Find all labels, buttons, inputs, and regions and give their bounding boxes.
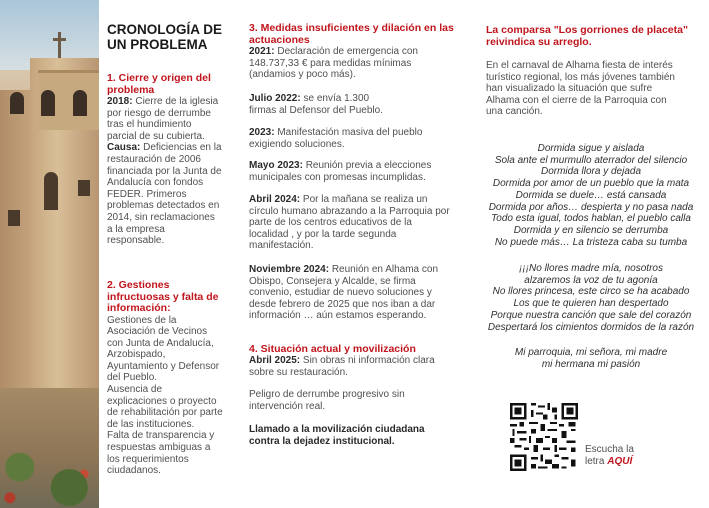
section-2-text-2: Ausencia de explicaciones o proyecto de rehabilitación por parte de las instituciones. (107, 384, 223, 430)
comparsa-intro: En el carnaval de Alhama fiesta de interés turístico regional, los más jóvenes también han visualizado la situación que sufre Alhama con el cierre de la Parroquia con una canción. (486, 60, 675, 118)
label-2018: 2018: (107, 96, 133, 107)
timeline-item: Noviembre 2024: Reunión en Alhama con Obispo, Consejera y Alcalde, se firma convenio, estudiar de nuevo soluciones y desde febrero de 2025 que nos iban a dar información … aún estamos esperando. (249, 264, 439, 322)
section-3-heading: 3. Medidas insuficientes y dilación en las actuaciones (249, 22, 454, 46)
song-stanza-3: Mi parroquia, mi señora, mi madre mi hermana mi pasión (514, 347, 668, 370)
page-title: CRONOLOGÍA DE UN PROBLEMA (107, 22, 223, 52)
section-4-heading: 4. Situación actual y movilización (249, 343, 416, 355)
qr-caption: Escucha la letra AQUÍ (585, 444, 634, 467)
section-4-status: Abril 2025: Sin obras ni información clara sobre su restauración. (249, 355, 435, 378)
song-stanza-1: Dormida sigue y aislada Sola ante el murmullo aterrador del silencio Dormida llora y dejada Dormida por amor de un pueblo que la mata Dormida se duele… está cansada Dormida por años… despierta y no pasa nada Todo esta igual, todos hablan, el pueblo calla Dormida y en silencio se derrumba No puede más… La tristeza caba su tumba (488, 143, 694, 248)
section-1-cause: Causa: Deficiencias en la restauración de 2006 financiada por la Junta de Andalucía con fondos FEDER. Primeros problemas detectados en 2014, sin reclamaciones a la empresa responsable. (107, 142, 222, 247)
qr-code-icon[interactable] (510, 403, 578, 471)
section-2-text-1: Gestiones de la Asociación de Vecinos con Junta de Andalucía, Arzobispado, Ayuntamiento y Defensor del Pueblo. (107, 314, 220, 384)
label-causa: Causa: (107, 142, 141, 154)
timeline-item: Mayo 2023: Reunión previa a elecciones municipales con promesas incumplidas. (249, 160, 432, 183)
section-4-risk: Peligro de derrumbe progresivo sin intervención real. (249, 389, 405, 412)
section-4-call: Llamado a la movilización ciudadana contra la dejadez institucional. (249, 424, 425, 447)
church-photo (0, 0, 99, 508)
comparsa-heading: La comparsa "Los gorriones de placeta" reivindica su arreglo. (486, 24, 688, 48)
section-1-heading: 1. Cierre y origen del problema (107, 72, 211, 96)
section-2-heading: 2. Gestiones infructuosas y falta de información: (107, 279, 219, 314)
timeline-item: 2023: Manifestación masiva del pueblo exigiendo soluciones. (249, 127, 423, 150)
listen-here-link[interactable]: AQUÍ (607, 455, 633, 467)
section-1-text: 2018: Cierre de la iglesia por riesgo de derrumbe tras el hundimiento parcial de su cubierta. (107, 96, 219, 142)
song-stanza-2: ¡¡¡No llores madre mía, nosotros alzaremos la voz de tu agonía No llores princesa, este circo se ha acabado Los que te quieren han despertado Porque nuestra canción que sale del corazón Despertará los cimientos dormidos de la razón (487, 263, 695, 333)
timeline-item: Julio 2022: se envía 1.300 firmas al Defensor del Pueblo. (249, 93, 383, 116)
timeline-item: Abril 2024: Por la mañana se realiza un círculo humano abrazando a la Parroquia por parte de los centros educativos de la localidad , y por la tarde segunda manifestación. (249, 194, 450, 252)
timeline-item: 2021: Declaración de emergencia con 148.737,33 € para medidas mínimas (andamios y poco más). (249, 46, 418, 81)
section-2-text-3: Falta de transparencia y respuestas ambiguas a los requerimientos ciudadanos. (107, 430, 215, 477)
